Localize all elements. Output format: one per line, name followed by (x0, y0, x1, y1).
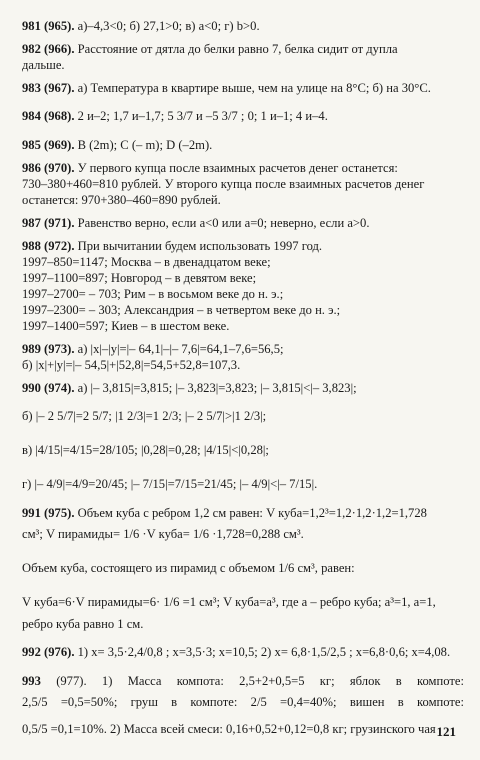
line-text: б) |x|+|y|=|– 54,5|+|52,8|=54,5+52,8=107,3. (22, 358, 241, 372)
text-line (22, 716, 464, 743)
line-text: в) |4/15|=4/15=28/105; |0,28|=0,28; |4/15|<|0,28|; (22, 443, 269, 457)
line-text: останется: 970+380–460=890 рублей. (22, 193, 221, 207)
line-text: а) |– 3,815|=3,815; |– 3,823|=3,823; |– 3,815|<|– 3,823|; (74, 381, 357, 395)
exercise-number: 987 (971). (22, 216, 75, 230)
line-text: а) |x|–|y|=|– 64,1|–|– 7,6|=64,1–7,6=56,5; (74, 342, 284, 356)
exercise-number: 985 (969). (22, 138, 75, 152)
line-text: дальше. (22, 58, 65, 72)
line-text: см³; V пирамиды= 1/6 ·V куба= 1/6 ·1,728=0,288 см³. (22, 527, 304, 541)
line-text: При вычитании будем использовать 1997 год. (74, 239, 323, 253)
exercise-number: 983 (967). (22, 81, 75, 95)
exercise-line (22, 673, 464, 689)
text-line (22, 318, 464, 334)
page-number: 121 (436, 724, 456, 739)
line-text: B (2m); C (– m); D (–2m). (74, 138, 213, 152)
line-text: Объем куба, состоящего из пирамид с объемом 1/6 см³, равен: (22, 561, 355, 575)
text-line (22, 555, 464, 582)
line-text: 1997–1400=597; Киев – в шестом веке. (22, 319, 230, 333)
text-line (22, 403, 464, 430)
solutions-text (22, 18, 464, 743)
exercise-line (22, 639, 464, 666)
exercise-number: 991 (975). (22, 506, 75, 520)
text-line (22, 192, 464, 208)
line-text: 730–380+460=810 рублей. У второго купца после взаимных расчетов денег (22, 177, 425, 191)
exercise-line (22, 380, 464, 396)
exercise-line (22, 103, 464, 130)
exercise-number: 990 (974). (22, 381, 75, 395)
line-text: Объем куба с ребром 1,2 см равен: V куба=1,2³=1,2·1,2·1,2=1,728 (74, 506, 427, 520)
exercise-number: 993 (22, 674, 41, 688)
line-text: Равенство верно, если a<0 или a=0; неверно, если a>0. (74, 216, 370, 230)
exercise-number: 992 (976). (22, 645, 75, 659)
line-text: б) |– 2 5/7|=2 5/7; |1 2/3|=1 2/3; |– 2 5/7|>|1 2/3|; (22, 409, 267, 423)
line-text: 0,5/5 =0,1=10%. 2) Масса всей смеси: 0,16+0,52+0,12=0,8 кг; грузинского чая (22, 722, 436, 736)
text-line (22, 689, 464, 716)
exercise-number: 984 (968). (22, 109, 75, 123)
exercise-line (22, 18, 464, 34)
exercise-line (22, 41, 464, 57)
text-line (22, 57, 464, 73)
text-line (22, 254, 464, 270)
text-line (22, 286, 464, 302)
exercise-line (22, 137, 464, 153)
text-line (22, 521, 464, 548)
exercise-number: 989 (973). (22, 342, 75, 356)
text-line (22, 471, 464, 498)
text-line (22, 176, 464, 192)
exercise-line (22, 80, 464, 96)
line-text: г) |– 4/9|=4/9=20/45; |– 7/15|=7/15=21/45; |– 4/9|<|– 7/15|. (22, 477, 318, 491)
exercise-number: 988 (972). (22, 239, 75, 253)
line-text: 1997–2300= – 303; Александрия – в четвертом веке до н. э.; (22, 303, 341, 317)
line-text: V куба=6·V пирамиды=6· 1/6 =1 см³; V куба=a³, где a – ребро куба; a³=1, a=1, (22, 595, 436, 609)
exercise-number: 981 (965). (22, 19, 75, 33)
line-text: Расстояние от дятла до белки равно 7, белка сидит от дупла (74, 42, 398, 56)
exercise-line (22, 215, 464, 231)
line-text: а)–4,3<0; б) 27,1>0; в) a<0; г) b>0. (74, 19, 260, 33)
line-text: 1) x= 3,5·2,4/0,8 ; x=3,5·3; x=10,5; 2) x= 6,8·1,5/2,5 ; x=6,8·0,6; x=4,08. (74, 645, 451, 659)
exercise-line (22, 505, 464, 521)
exercise-number: 986 (970). (22, 161, 75, 175)
line-text: 2 и–2; 1,7 и–1,7; 5 3/7 и –5 3/7 ; 0; 1 и–1; 4 и–4. (74, 109, 328, 123)
text-line (22, 357, 464, 373)
line-text: а) Температура в квартире выше, чем на улице на 8°С; б) на 30°С. (74, 81, 431, 95)
line-text: 1997–850=1147; Москва – в двенадцатом веке; (22, 255, 271, 269)
text-line (22, 302, 464, 318)
line-text: 1997–2700= – 703; Рим – в восьмом веке до н. э.; (22, 287, 284, 301)
line-text: 1997–1100=897; Новгород – в девятом веке; (22, 271, 257, 285)
exercise-line (22, 160, 464, 176)
text-line (22, 589, 464, 616)
text-line (22, 270, 464, 286)
text-line (22, 437, 464, 464)
text-line (22, 616, 464, 632)
exercise-line (22, 341, 464, 357)
line-text: (977). 1) Масса компота: 2,5+2+0,5=5 кг; яблок в компоте: (40, 674, 464, 688)
exercise-number: 982 (966). (22, 42, 75, 56)
line-text: У первого купца после взаимных расчетов денег останется: (74, 161, 398, 175)
line-text: 2,5/5 =0,5=50%; груш в компоте: 2/5 =0,4=40%; вишен в компоте: (22, 695, 464, 709)
line-text: ребро куба равно 1 см. (22, 617, 144, 631)
exercise-line (22, 238, 464, 254)
